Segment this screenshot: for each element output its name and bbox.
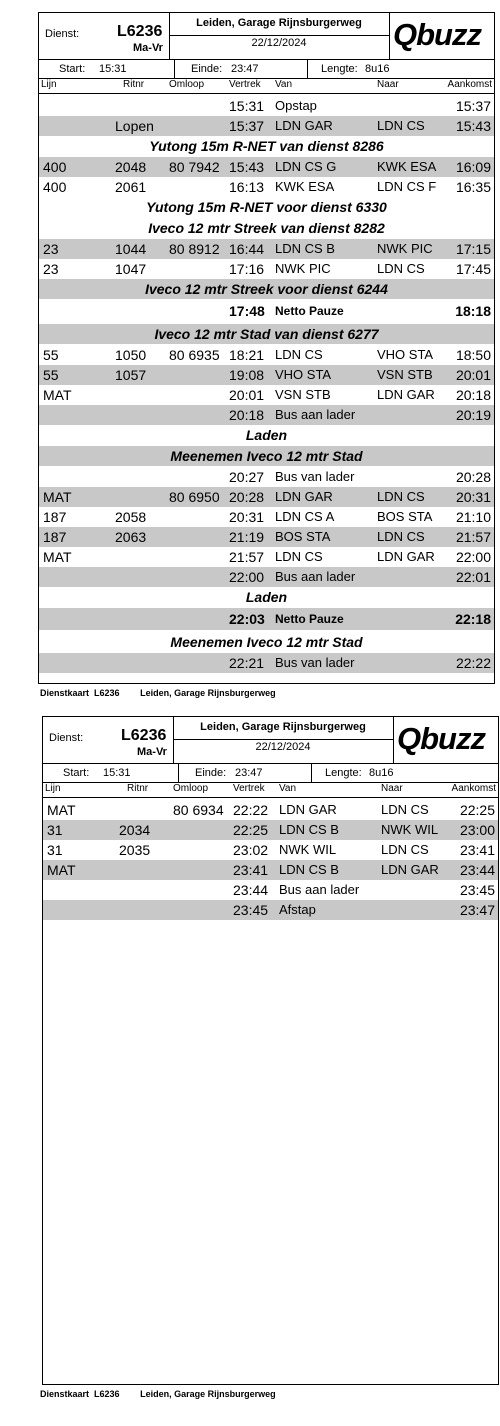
cell-ritnr: 1057 [115,367,147,383]
footer-code: L6236 [94,1389,120,1399]
cell-omloop: 80 6934 [173,802,224,818]
col-van: Van [275,79,293,90]
start-time: 15:31 [99,63,127,75]
cell-vertrek: 16:44 [229,241,265,257]
cell-van: VSN STB [275,387,331,402]
length-value: 8u16 [369,767,394,779]
section-header [39,279,494,299]
dienst-label: Dienst: [45,28,80,40]
end-label: Einde: [191,63,223,75]
trip-row [43,820,498,840]
col-vertrek: Vertrek [229,79,261,90]
trip-row [39,259,494,279]
cell-lijn: 23 [43,241,59,257]
col-ritnr: Ritnr [127,783,149,794]
dienst-box [39,13,170,59]
cell-van: LDN GAR [275,118,333,133]
cell-aankomst: 23:41 [459,842,495,858]
cell-vertrek: 15:31 [229,98,265,114]
trip-row [39,507,494,527]
cell-lijn: MAT [47,862,76,878]
cell-aankomst: 18:50 [455,347,491,363]
cell-naar: LDN GAR [377,387,435,402]
cell-aankomst: 17:15 [455,241,491,257]
section-header [39,136,494,156]
cell-aankomst: 15:37 [455,98,491,114]
cell-aankomst: 21:10 [455,509,491,525]
cell-van: LDN GAR [275,489,333,504]
dienst-code: L6236 [117,23,163,40]
cell-vertrek: 21:19 [229,529,265,545]
cell-vertrek: 17:48 [229,303,265,319]
section-header [39,425,494,445]
section-header [39,218,494,238]
cell-ritnr: Lopen [115,118,154,134]
cell-vertrek: 22:00 [229,569,265,585]
trip-row [39,157,494,177]
cell-lijn: MAT [43,489,72,505]
location-box [169,13,390,59]
cell-aankomst: 20:28 [455,469,491,485]
cell-vertrek: 15:43 [229,159,265,175]
footer-location: Leiden, Garage Rijnsburgerweg [140,1389,276,1399]
pause-row [39,300,494,322]
section-title: Iveco 12 mtr Streek van dienst 8282 [148,220,385,236]
cell-vertrek: 22:21 [229,655,265,671]
date-value: 22/12/2024 [251,37,307,49]
date-value: 22/12/2024 [255,741,311,753]
section-title: Iveco 12 mtr Stad van dienst 6277 [154,326,379,342]
cell-aankomst: 17:45 [455,261,491,277]
section-title: Yutong 15m R-NET van dienst 8286 [149,138,384,154]
trip-row [39,567,494,587]
end-time: 23:47 [235,767,263,779]
cell-aankomst: 22:22 [455,655,491,671]
cell-naar: BOS STA [377,509,433,524]
cell-van: Bus van lader [275,469,355,484]
trip-row [39,177,494,197]
trip-row [43,900,498,920]
col-lijn: Lijn [45,783,61,794]
cell-van: Opstap [275,98,317,113]
dienstkaart-page-1 [38,12,495,684]
cell-vertrek: 22:03 [229,611,265,627]
col-omloop: Omloop [173,783,209,794]
trip-rows [43,800,498,1384]
page-header [39,13,494,60]
section-title: Laden [245,427,288,443]
section-header [39,632,494,652]
qbuzz-logo: Qbuzz [393,17,481,52]
page-2-footer [40,1389,276,1399]
location-name: Leiden, Garage Rijnsburgerweg [169,13,389,36]
cell-vertrek: 20:18 [229,407,265,423]
cell-lijn: 400 [43,179,67,195]
cell-naar: LDN CS [381,842,429,857]
trip-row [39,239,494,259]
cell-vertrek: 17:16 [229,261,265,277]
col-van: Van [279,783,297,794]
cell-naar: VSN STB [377,367,433,382]
cell-lijn: 55 [43,347,59,363]
cell-lijn: 31 [47,842,63,858]
cell-vertrek: 20:01 [229,387,265,403]
trip-row [39,96,494,116]
cell-van: Bus aan lader [279,882,360,897]
qbuzz-logo: Qbuzz [397,721,485,756]
col-naar: Naar [377,79,399,90]
cell-naar: KWK ESA [377,159,437,174]
cell-ritnr: 2035 [119,842,151,858]
cell-naar: NWK PIC [377,241,433,256]
cell-naar: LDN CS [381,802,429,817]
trip-row [39,345,494,365]
cell-ritnr: 2058 [115,509,147,525]
trip-rows [39,96,494,683]
footer-label: Dienstkaart [40,1389,90,1399]
col-lijn: Lijn [41,79,57,90]
cell-vertrek: 19:08 [229,367,265,383]
section-title: Laden [245,589,288,605]
cell-naar: NWK WIL [381,822,439,837]
cell-naar: LDN GAR [377,549,435,564]
cell-aankomst: 23:44 [459,862,495,878]
cell-naar: LDN CS [377,118,425,133]
col-naar: Naar [381,783,403,794]
cell-naar: LDN CS [377,261,425,276]
trip-row [39,405,494,425]
cell-van: LDN CS B [279,822,339,837]
cell-omloop: 80 7942 [169,159,220,175]
cell-ritnr: 1047 [115,261,147,277]
section-title: Iveco 12 mtr Streek voor dienst 6244 [145,281,388,297]
cell-ritnr: 1044 [115,241,147,257]
cell-van: LDN CS B [275,241,335,256]
cell-vertrek: 21:57 [229,549,265,565]
cell-vertrek: 22:25 [233,822,269,838]
cell-vertrek: 20:28 [229,489,265,505]
cell-ritnr: 2061 [115,179,147,195]
cell-aankomst: 20:19 [455,407,491,423]
cell-van: LDN GAR [279,802,337,817]
cell-aankomst: 22:25 [459,802,495,818]
cell-van: VHO STA [275,367,332,382]
cell-lijn: 187 [43,509,67,525]
cell-ritnr: 2034 [119,822,151,838]
cell-aankomst: 16:09 [455,159,491,175]
page-1-footer [40,688,276,698]
cell-lijn: MAT [43,387,72,403]
cell-aankomst: 16:35 [455,179,491,195]
length-label: Lengte: [321,63,358,75]
section-title: Yutong 15m R-NET voor dienst 6330 [146,199,387,215]
cell-naar: LDN CS [377,489,425,504]
cell-vertrek: 18:21 [229,347,265,363]
trip-row [43,840,498,860]
cell-naar: VHO STA [377,347,434,362]
trip-row [39,365,494,385]
end-label: Einde: [195,767,227,779]
trip-row [39,547,494,567]
trip-row [43,800,498,820]
cell-van: NWK PIC [275,261,331,276]
cell-vertrek: 23:44 [233,882,269,898]
cell-aankomst: 22:00 [455,549,491,565]
start-label: Start: [63,767,90,779]
column-header-row [39,79,494,94]
cell-vertrek: 22:22 [233,802,269,818]
cell-van: Afstap [279,902,316,917]
dienst-box [43,717,174,763]
cell-vertrek: 20:27 [229,469,265,485]
length-label: Lengte: [325,767,362,779]
section-header [39,324,494,344]
trip-row [39,467,494,487]
cell-van: LDN CS [275,549,323,564]
cell-lijn: 187 [43,529,67,545]
cell-vertrek: 20:31 [229,509,265,525]
cell-vertrek: 23:02 [233,842,269,858]
col-aankomst: Aankomst [447,79,492,90]
trip-row [39,385,494,405]
footer-code: L6236 [94,688,120,698]
dienstkaart-page-2 [42,716,499,1385]
section-header [39,197,494,217]
cell-van: KWK ESA [275,179,335,194]
dienst-label: Dienst: [49,732,84,744]
trip-row [43,860,498,880]
col-ritnr: Ritnr [123,79,145,90]
cell-lijn: 400 [43,159,67,175]
location-name: Leiden, Garage Rijnsburgerweg [173,717,393,740]
shift-times-row [43,764,498,783]
cell-van: Bus van lader [275,655,355,670]
cell-ritnr: 2063 [115,529,147,545]
cell-lijn: 55 [43,367,59,383]
cell-lijn: 23 [43,261,59,277]
length-value: 8u16 [365,63,390,75]
trip-row [43,880,498,900]
cell-van: Netto Pauze [275,612,344,626]
cell-naar: LDN GAR [381,862,439,877]
pause-row [39,608,494,630]
footer-label: Dienstkaart [40,688,90,698]
trip-row [39,527,494,547]
cell-van: Bus aan lader [275,569,356,584]
start-time: 15:31 [103,767,131,779]
cell-aankomst: 22:18 [455,611,491,627]
column-header-row [43,783,498,798]
section-title: Meenemen Iveco 12 mtr Stad [170,634,363,650]
cell-van: LDN CS A [275,509,335,524]
cell-ritnr: 1050 [115,347,147,363]
cell-van: NWK WIL [279,842,337,857]
footer-location: Leiden, Garage Rijnsburgerweg [140,688,276,698]
trip-row [39,487,494,507]
cell-vertrek: 23:41 [233,862,269,878]
cell-aankomst: 15:43 [455,118,491,134]
cell-omloop: 80 8912 [169,241,220,257]
cell-aankomst: 22:01 [455,569,491,585]
cell-van: Bus aan lader [275,407,356,422]
cell-naar: LDN CS F [377,179,437,194]
cell-omloop: 80 6950 [169,489,220,505]
cell-van: BOS STA [275,529,331,544]
cell-van: Netto Pauze [275,304,344,318]
col-omloop: Omloop [169,79,205,90]
col-aankomst: Aankomst [451,783,496,794]
cell-van: LDN CS B [279,862,339,877]
cell-vertrek: 23:45 [233,902,269,918]
dienst-days: Ma-Vr [137,746,167,758]
section-header [39,587,494,607]
cell-van: LDN CS [275,347,323,362]
cell-naar: LDN CS [377,529,425,544]
cell-lijn: MAT [43,549,72,565]
trip-row [39,116,494,136]
shift-times-row [39,60,494,79]
dienst-code: L6236 [121,727,167,744]
trip-row [39,653,494,673]
cell-ritnr: 2048 [115,159,147,175]
cell-van: LDN CS G [275,159,337,174]
dienst-days: Ma-Vr [133,42,163,54]
location-box [173,717,394,763]
cell-aankomst: 23:45 [459,882,495,898]
cell-aankomst: 21:57 [455,529,491,545]
cell-vertrek: 15:37 [229,118,265,134]
cell-aankomst: 23:47 [459,902,495,918]
col-vertrek: Vertrek [233,783,265,794]
cell-aankomst: 18:18 [455,303,491,319]
cell-lijn: 31 [47,822,63,838]
cell-vertrek: 16:13 [229,179,265,195]
page-header [43,717,498,764]
cell-omloop: 80 6935 [169,347,220,363]
cell-lijn: MAT [47,802,76,818]
end-time: 23:47 [231,63,259,75]
start-label: Start: [59,63,86,75]
cell-aankomst: 20:01 [455,367,491,383]
cell-aankomst: 20:18 [455,387,491,403]
cell-aankomst: 20:31 [455,489,491,505]
section-header [39,446,494,466]
section-title: Meenemen Iveco 12 mtr Stad [170,448,363,464]
cell-aankomst: 23:00 [459,822,495,838]
